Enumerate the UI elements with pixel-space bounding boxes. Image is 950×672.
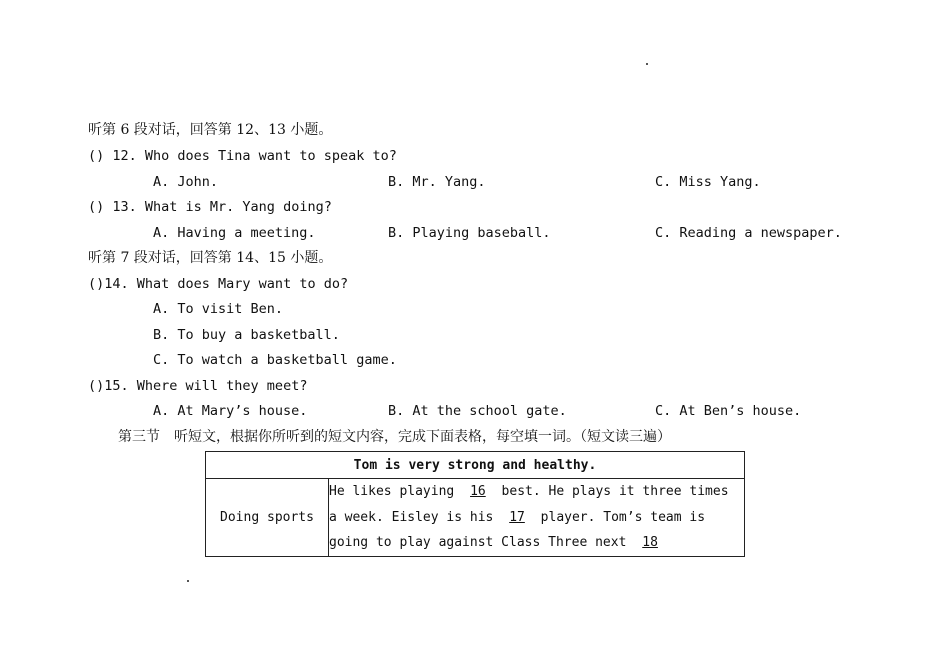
q13-stem: () 13. What is Mr. Yang doing? bbox=[88, 199, 332, 215]
q13-option-a[interactable]: A. Having a meeting. bbox=[153, 225, 316, 241]
q15-option-c[interactable]: C. At Ben’s house. bbox=[655, 403, 802, 419]
q14-option-a[interactable]: A. To visit Ben. bbox=[153, 301, 284, 317]
table-row bbox=[206, 479, 745, 557]
section7-header: 听第 7 段对话，回答第 14、15 小题。 bbox=[88, 250, 333, 266]
part3-instruction: 第三节 听短文，根据你所听到的短文内容，完成下面表格，每空填一词。（短文读三遍） bbox=[118, 429, 671, 445]
passage-text: He likes playing bbox=[329, 484, 463, 499]
table-header-row bbox=[206, 452, 745, 479]
q14-option-b[interactable]: B. To buy a basketball. bbox=[153, 327, 340, 343]
table-title: Tom is very strong and healthy. bbox=[206, 452, 745, 479]
q12-stem: () 12. Who does Tina want to speak to? bbox=[88, 148, 397, 164]
blank-18[interactable]: 18 bbox=[642, 535, 658, 550]
section6-header: 听第 6 段对话，回答第 12、13 小题。 bbox=[88, 122, 333, 138]
passage-text: best. He plays it three times a week. Eisley is his bbox=[329, 484, 729, 525]
q14-option-c[interactable]: C. To watch a basketball game. bbox=[153, 352, 397, 368]
q15-stem: ()15. Where will they meet? bbox=[88, 378, 308, 394]
q15-option-a[interactable]: A. At Mary’s house. bbox=[153, 403, 308, 419]
blank-16[interactable]: 16 bbox=[470, 484, 486, 499]
q12-option-a[interactable]: A. John. bbox=[153, 174, 219, 190]
row-label: Doing sports bbox=[206, 479, 329, 557]
q12-option-c[interactable]: C. Miss Yang. bbox=[655, 174, 761, 190]
row-content bbox=[329, 479, 745, 557]
scan-dot bbox=[187, 580, 189, 582]
q12-option-b[interactable]: B. Mr. Yang. bbox=[388, 174, 486, 190]
blank-17[interactable]: 17 bbox=[509, 509, 525, 525]
passage-text: player. Tom’s team is going to play against Class Three next bbox=[329, 509, 706, 550]
fill-in-table bbox=[205, 451, 745, 557]
q13-option-c[interactable]: C. Reading a newspaper. bbox=[655, 225, 842, 241]
scan-dot bbox=[646, 63, 648, 65]
q15-option-b[interactable]: B. At the school gate. bbox=[388, 403, 567, 419]
q14-stem: ()14. What does Mary want to do? bbox=[88, 276, 349, 292]
q13-option-b[interactable]: B. Playing baseball. bbox=[388, 225, 551, 241]
